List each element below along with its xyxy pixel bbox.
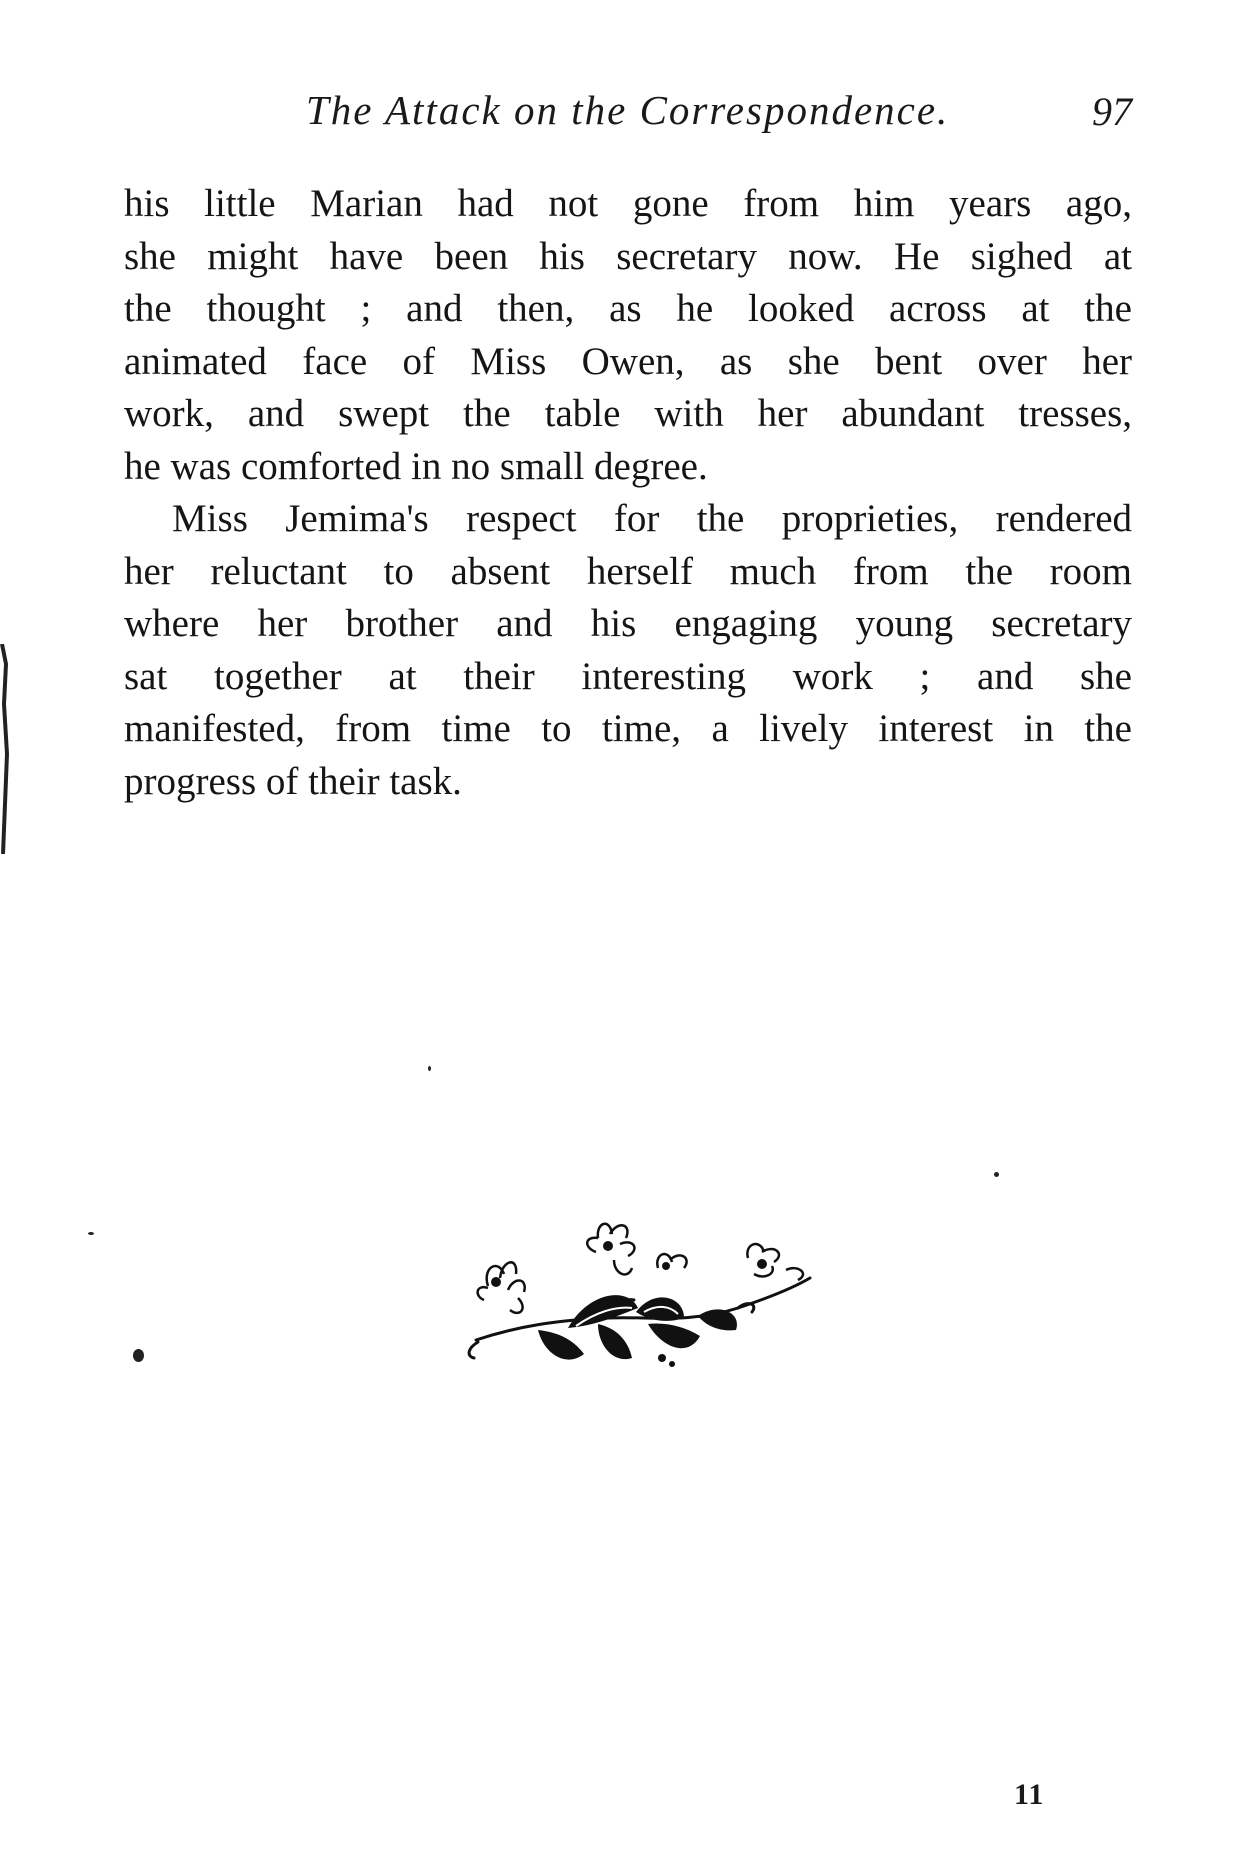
print-speck <box>428 1066 431 1071</box>
text-line: where her brother and his engaging young secretary <box>124 602 1132 645</box>
text-line: he was comforted in no small degree. <box>124 444 708 488</box>
text-line: the thought ; and then, as he looked across at the <box>124 287 1132 330</box>
text-line: her reluctant to absent herself much from the room <box>124 549 1132 593</box>
text-line: she might have been his secretary now. He sighed at <box>124 234 1132 278</box>
text-line: his little Marian had not gone from him years ago, <box>124 182 1132 225</box>
print-speck <box>133 1349 144 1362</box>
paragraph-2 <box>124 493 1132 808</box>
text-line: work, and swept the table with her abundant tresses, <box>124 392 1132 435</box>
text-line: manifested, from time to time, a lively interest in the <box>124 707 1132 750</box>
body-text <box>124 178 1132 808</box>
binding-edge-shadow <box>0 644 12 854</box>
running-head <box>0 86 1242 132</box>
text-line: Miss Jemima's respect for the proprieties, rendered <box>172 497 1132 540</box>
text-line: progress of their task. <box>124 759 462 803</box>
text-line: sat together at their interesting work ; and she <box>124 654 1132 698</box>
print-speck <box>994 1172 999 1177</box>
signature-mark: 11 <box>1014 1778 1045 1811</box>
text-line: animated face of Miss Owen, as she bent over her <box>124 339 1132 383</box>
print-speck <box>88 1232 94 1235</box>
page-number: 97 <box>1092 89 1132 134</box>
honeysuckle-vignette-icon <box>448 1208 828 1380</box>
running-title: The Attack on the Correspondence. <box>306 87 950 133</box>
paragraph-1 <box>124 178 1132 493</box>
